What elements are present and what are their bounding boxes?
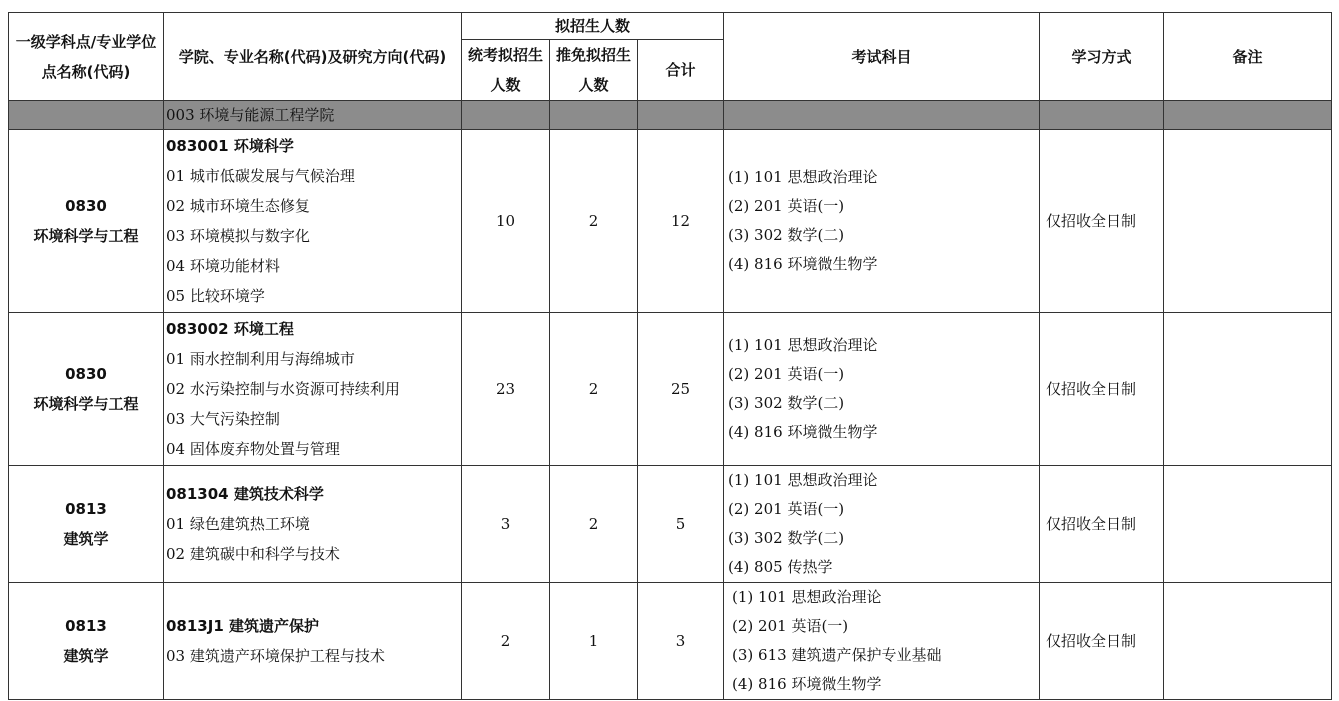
total-count: 25 xyxy=(638,313,724,466)
direction: 04 环境功能材料 xyxy=(166,257,280,275)
college-row xyxy=(9,101,1332,130)
direction: 03 环境模拟与数字化 xyxy=(166,227,310,245)
subject-cell xyxy=(9,313,164,466)
direction: 05 比较环境学 xyxy=(166,287,265,305)
direction: 02 水污染控制与水资源可持续利用 xyxy=(166,380,400,398)
remark xyxy=(1164,583,1332,700)
exam-subject: (3) 613 建筑遗产保护专业基础 xyxy=(732,646,942,664)
exam-count: 23 xyxy=(462,313,550,466)
direction: 02 城市环境生态修复 xyxy=(166,197,310,215)
exempt-count: 2 xyxy=(550,466,638,583)
study-mode: 仅招收全日制 xyxy=(1040,466,1164,583)
subject-cell xyxy=(9,583,164,700)
header-total: 合计 xyxy=(638,40,724,101)
exam-subject: (4) 816 环境微生物学 xyxy=(728,423,878,441)
remark xyxy=(1164,313,1332,466)
table-row xyxy=(9,466,1332,583)
major-title: 081304 建筑技术科学 xyxy=(166,485,324,503)
header-planned: 拟招生人数 xyxy=(462,13,724,40)
exempt-count: 1 xyxy=(550,583,638,700)
exempt-count: 2 xyxy=(550,313,638,466)
major-cell xyxy=(164,583,462,700)
direction: 01 绿色建筑热工环境 xyxy=(166,515,310,533)
subject-cell xyxy=(9,466,164,583)
exam-subject: (3) 302 数学(二) xyxy=(728,226,845,244)
direction: 03 大气污染控制 xyxy=(166,410,280,428)
college-spacer xyxy=(9,101,164,130)
total-count: 5 xyxy=(638,466,724,583)
total-count: 12 xyxy=(638,130,724,313)
exam-count: 2 xyxy=(462,583,550,700)
table-row xyxy=(9,313,1332,466)
header-exempt-count: 推免拟招生人数 xyxy=(550,40,638,101)
exam-subject: (4) 805 传热学 xyxy=(728,558,833,576)
major-title: 0813J1 建筑遗产保护 xyxy=(166,617,319,635)
header-exam-subjects: 考试科目 xyxy=(724,13,1040,101)
subject-code: 0830 xyxy=(65,197,107,215)
major-cell xyxy=(164,313,462,466)
direction: 02 建筑碳中和科学与技术 xyxy=(166,545,340,563)
exam-subject: (1) 101 思想政治理论 xyxy=(732,588,882,606)
exam-count: 3 xyxy=(462,466,550,583)
exam-subject: (2) 201 英语(一) xyxy=(728,365,845,383)
exam-subject: (2) 201 英语(一) xyxy=(728,500,845,518)
subject-cell xyxy=(9,130,164,313)
exam-subject: (4) 816 环境微生物学 xyxy=(732,675,882,693)
major-title: 083002 环境工程 xyxy=(166,320,294,338)
header-remarks: 备注 xyxy=(1164,13,1332,101)
table-row xyxy=(9,583,1332,700)
exam-subject: (2) 201 英语(一) xyxy=(728,197,845,215)
exam-subjects xyxy=(724,583,1040,700)
exam-subjects xyxy=(724,130,1040,313)
table-row xyxy=(9,130,1332,313)
header-subject: 一级学科点/专业学位点名称(代码) xyxy=(9,13,164,101)
direction: 03 建筑遗产环境保护工程与技术 xyxy=(166,647,385,665)
direction: 04 固体废弃物处置与管理 xyxy=(166,440,340,458)
major-cell xyxy=(164,130,462,313)
exam-subject: (1) 101 思想政治理论 xyxy=(728,336,878,354)
exam-subject: (1) 101 思想政治理论 xyxy=(728,471,878,489)
exam-subject: (1) 101 思想政治理论 xyxy=(728,168,878,186)
exam-subject: (4) 816 环境微生物学 xyxy=(728,255,878,273)
study-mode: 仅招收全日制 xyxy=(1040,583,1164,700)
exam-subject: (3) 302 数学(二) xyxy=(728,394,845,412)
major-cell xyxy=(164,466,462,583)
college-name: 003 环境与能源工程学院 xyxy=(164,101,462,130)
subject-code: 0830 xyxy=(65,365,107,383)
exempt-count: 2 xyxy=(550,130,638,313)
subject-name: 环境科学与工程 xyxy=(33,395,139,413)
header-study-mode: 学习方式 xyxy=(1040,13,1164,101)
study-mode: 仅招收全日制 xyxy=(1040,313,1164,466)
subject-code: 0813 xyxy=(65,617,107,635)
total-count: 3 xyxy=(638,583,724,700)
major-title: 083001 环境科学 xyxy=(166,137,294,155)
subject-name: 建筑学 xyxy=(63,647,109,665)
direction: 01 雨水控制利用与海绵城市 xyxy=(166,350,355,368)
subject-name: 建筑学 xyxy=(63,530,109,548)
remark xyxy=(1164,130,1332,313)
admissions-table xyxy=(8,12,1332,700)
exam-subjects xyxy=(724,466,1040,583)
exam-subject: (3) 302 数学(二) xyxy=(728,529,845,547)
subject-code: 0813 xyxy=(65,500,107,518)
subject-name: 环境科学与工程 xyxy=(33,227,139,245)
direction: 01 城市低碳发展与气候治理 xyxy=(166,167,355,185)
exam-subjects xyxy=(724,313,1040,466)
remark xyxy=(1164,466,1332,583)
exam-count: 10 xyxy=(462,130,550,313)
header-college-major: 学院、专业名称(代码)及研究方向(代码) xyxy=(164,13,462,101)
study-mode: 仅招收全日制 xyxy=(1040,130,1164,313)
exam-subject: (2) 201 英语(一) xyxy=(732,617,849,635)
header-exam-count: 统考拟招生人数 xyxy=(462,40,550,101)
